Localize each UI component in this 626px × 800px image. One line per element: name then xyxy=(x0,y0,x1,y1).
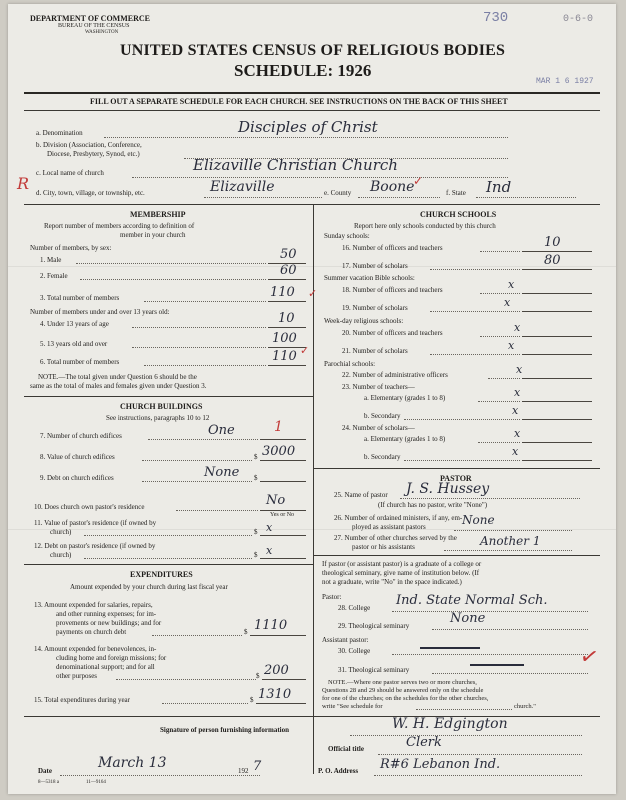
q18-value: x xyxy=(508,278,515,291)
q2-value: 60 xyxy=(280,263,297,278)
q7-value: One xyxy=(208,423,235,438)
q7-label: 7. Number of church edifices xyxy=(40,432,122,440)
q27-value: Another 1 xyxy=(480,534,541,548)
q16-label: 16. Number of officers and teachers xyxy=(342,244,443,252)
pastor-note-1: NOTE.—Where one pastor serves two or more churches, xyxy=(328,679,477,686)
year-prefix: 192 xyxy=(238,767,249,775)
q3-check-mark: ✓ xyxy=(308,288,318,300)
membership-intro-1: Report number of members according to definition of xyxy=(44,222,195,230)
q20-label: 20. Number of officers and teachers xyxy=(342,329,443,337)
buildings-sub: See instructions, paragraphs 10 to 12 xyxy=(106,414,210,422)
graduate-instruction-1: If pastor (or assistant pastor) is a graduate of a college or xyxy=(322,560,482,568)
q25-value: J. S. Hussey xyxy=(406,481,490,497)
q12-label-1: 12. Debt on pastor's residence (if owned by xyxy=(34,542,156,550)
q17-value: 80 xyxy=(544,253,561,268)
q1-label: 1. Male xyxy=(40,256,62,264)
q28-label: 28. College xyxy=(338,604,371,612)
q10-value: No xyxy=(266,493,286,508)
q23-label: 23. Number of teachers— xyxy=(342,383,415,391)
q8-label: 8. Value of church edifices xyxy=(40,453,115,461)
pastor-note-3: for one of the churches; on the schedules for the other churches, xyxy=(322,695,489,702)
q14-label-3: denominational support; and for all xyxy=(56,663,155,671)
pastor-heading: PASTOR xyxy=(440,474,472,483)
q26-label-2: ployed as assistant pastors xyxy=(352,523,426,531)
q16-value: 10 xyxy=(544,235,561,250)
q22-value: x xyxy=(516,363,523,376)
year-digit: 7 xyxy=(253,759,262,774)
q14-label-4: other purposes xyxy=(56,672,98,680)
q3-label: 3. Total number of members xyxy=(40,294,120,302)
q26-value: None xyxy=(462,513,495,527)
q1-value: 50 xyxy=(280,247,297,262)
q2-label: 2. Female xyxy=(40,272,68,280)
q21-label: 21. Number of scholars xyxy=(342,347,408,355)
schools-heading: CHURCH SCHOOLS xyxy=(420,210,497,219)
q30-label: 30. College xyxy=(338,647,371,655)
form-title: UNITED STATES CENSUS OF RELIGIOUS BODIES xyxy=(120,42,506,59)
q24a-value: x xyxy=(514,427,521,440)
city-field-value: Elizaville xyxy=(210,179,275,195)
q24a-label: a. Elementary (grades 1 to 8) xyxy=(364,435,446,443)
official-title-label: Official title xyxy=(328,745,364,753)
division-label: b. Division (Association, Conference, xyxy=(36,141,142,149)
membership-heading: MEMBERSHIP xyxy=(130,210,186,219)
bureau-label: BUREAU OF THE CENSUS xyxy=(58,23,130,29)
church-name-value: Elizaville Christian Church xyxy=(193,156,398,174)
church-name-label: c. Local name of church xyxy=(36,169,104,177)
q14-label-1: 14. Amount expended for benevolences, in- xyxy=(34,645,157,653)
q9-dollar: $ xyxy=(254,474,258,482)
date-value: March 13 xyxy=(98,755,167,771)
signature-label: Signature of person furnishing information xyxy=(160,726,289,734)
q6-value: 110 xyxy=(272,349,297,364)
q24b-value: x xyxy=(512,445,519,458)
sunday-schools-label: Sunday schools: xyxy=(324,232,370,240)
review-check-mark: ✓ xyxy=(577,642,601,671)
q31-label: 31. Theological seminary xyxy=(338,666,410,674)
margin-mark: R xyxy=(17,174,30,193)
summer-schools-label: Summer vacation Bible schools: xyxy=(324,274,415,282)
q7-value-numeric: 1 xyxy=(274,419,283,435)
county-label: e. County xyxy=(324,189,352,197)
q25-label: 25. Name of pastor xyxy=(334,491,388,499)
membership-note-2: same as the total of males and females given under Question 3. xyxy=(30,382,207,390)
official-title-value: Clerk xyxy=(406,735,442,750)
q15-label: 15. Total expenditures during year xyxy=(34,696,130,704)
q9-label: 9. Debt on church edifices xyxy=(40,474,114,482)
q17-label: 17. Number of scholars xyxy=(342,262,408,270)
q11-dollar: $ xyxy=(254,528,258,536)
membership-intro-2: member in your church xyxy=(120,231,186,239)
q29-label: 29. Theological seminary xyxy=(338,622,410,630)
schedule-title: SCHEDULE: 1926 xyxy=(234,61,372,80)
q9-value: None xyxy=(204,465,240,480)
q4-label: 4. Under 13 years of age xyxy=(40,320,109,328)
pastor-note-4: write "See schedule for xyxy=(322,703,383,710)
q26-label-1: 26. Number of ordained ministers, if any, em- xyxy=(334,514,463,522)
q19-value: x xyxy=(504,296,511,309)
q18-label: 18. Number of officers and teachers xyxy=(342,286,443,294)
q21-value: x xyxy=(508,339,515,352)
denomination-label: a. Denomination xyxy=(36,129,83,137)
po-address-label: P. O. Address xyxy=(318,767,359,775)
pastor-subhead: Pastor: xyxy=(322,593,342,601)
q22-label: 22. Number of administrative officers xyxy=(342,371,448,379)
date-label: Date xyxy=(38,767,52,775)
received-date-stamp: MAR 1 6 1927 xyxy=(536,77,594,86)
q14-label-2: cluding home and foreign missions; for xyxy=(56,654,167,662)
age-heading: Number of members under and over 13 years old: xyxy=(30,308,170,316)
q23a-label: a. Elementary (grades 1 to 8) xyxy=(364,394,446,402)
q28-value: Ind. State Normal Sch. xyxy=(396,593,548,608)
q11-value: x xyxy=(266,521,273,534)
q29-value: None xyxy=(450,611,486,626)
q12-value: x xyxy=(266,544,273,557)
by-sex-label: Number of members, by sex: xyxy=(30,244,112,252)
county-value: Boone xyxy=(370,179,415,195)
city-field-label: d. City, town, village, or township, etc. xyxy=(36,189,145,197)
po-address-value: R#6 Lebanon Ind. xyxy=(380,757,501,772)
q12-dollar: $ xyxy=(254,551,258,559)
q27-label-2: pastor or his assistants xyxy=(352,543,415,551)
q6-check-mark: ✓ xyxy=(300,345,310,357)
instruction-line: FILL OUT A SEPARATE SCHEDULE FOR EACH CHURCH. SEE INSTRUCTIONS ON THE BACK OF THIS SHEET xyxy=(90,97,508,106)
q8-value: 3000 xyxy=(262,444,296,459)
q15-dollar: $ xyxy=(250,696,254,704)
q14-dollar: $ xyxy=(256,672,260,680)
q27-label-1: 27. Number of other churches served by the xyxy=(334,534,457,542)
signature-value: W. H. Edgington xyxy=(392,716,508,732)
graduate-instruction-2: theological seminary, give name of institution below. (If xyxy=(322,569,480,577)
schools-sub: Report here only schools conducted by this church xyxy=(354,222,496,230)
q6-label: 6. Total number of members xyxy=(40,358,120,366)
city-label: WASHINGTON xyxy=(85,30,119,35)
expenditures-sub: Amount expended by your church during last fiscal year xyxy=(70,583,228,591)
q11-label-1: 11. Value of pastor's residence (if owned by xyxy=(34,519,157,527)
q24-label: 24. Number of scholars— xyxy=(342,424,415,432)
q23b-value: x xyxy=(512,404,519,417)
q24b-label: b. Secondary xyxy=(364,453,401,461)
county-check-mark: ✓ xyxy=(413,174,424,188)
q13-dollar: $ xyxy=(244,628,248,636)
q23a-value: x xyxy=(514,386,521,399)
q12-label-2: church) xyxy=(50,551,72,559)
state-label: f. State xyxy=(446,189,466,197)
denomination-value: Disciples of Christ xyxy=(238,118,378,136)
pastor-note-5: church." xyxy=(514,703,536,710)
q19-label: 19. Number of scholars xyxy=(342,304,408,312)
q14-value: 200 xyxy=(264,663,289,678)
q13-label-4: payments on church debt xyxy=(56,628,127,636)
form-code-2: 11—9164 xyxy=(86,780,106,785)
state-value: Ind xyxy=(486,178,512,196)
parochial-schools-label: Parochial schools: xyxy=(324,360,376,368)
form-code-1: 8—5318 a xyxy=(38,780,59,785)
q5-label: 5. 13 years old and over xyxy=(40,340,108,348)
form-code: 0-6-0 xyxy=(563,14,594,25)
census-schedule-sheet xyxy=(8,4,616,794)
form-number: 730 xyxy=(483,10,509,26)
q13-label-2: and other running expenses; for im- xyxy=(56,610,157,618)
q3-value: 110 xyxy=(270,285,295,300)
q4-value: 10 xyxy=(278,311,295,326)
buildings-heading: CHURCH BUILDINGS xyxy=(120,402,203,411)
assistant-pastor-subhead: Assistant pastor: xyxy=(322,636,369,644)
expenditures-heading: EXPENDITURES xyxy=(130,570,193,579)
membership-note-1: NOTE.—The total given under Question 6 should be the xyxy=(38,373,197,381)
q13-value: 1110 xyxy=(254,618,288,633)
q10-label: 10. Does church own pastor's residence xyxy=(34,503,145,511)
q11-label-2: church) xyxy=(50,528,72,536)
q13-label-1: 13. Amount expended for salaries, repairs, xyxy=(34,601,153,609)
q23b-label: b. Secondary xyxy=(364,412,401,420)
q25-hint: (If church has no pastor, write "None") xyxy=(378,501,488,509)
q15-value: 1310 xyxy=(258,687,292,702)
q13-label-3: provements or new buildings; and for xyxy=(56,619,162,627)
department-label: DEPARTMENT OF COMMERCE xyxy=(30,14,151,23)
graduate-instruction-3: not a graduate, write "No" in the space indicated.) xyxy=(322,578,462,586)
yes-or-no-hint: Yes or No xyxy=(270,512,295,518)
q8-dollar: $ xyxy=(254,453,258,461)
weekday-schools-label: Week-day religious schools: xyxy=(324,317,404,325)
q20-value: x xyxy=(514,321,521,334)
division-label-2: Diocese, Presbytery, Synod, etc.) xyxy=(47,150,140,158)
pastor-note-2: Questions 28 and 29 should be answered only on the schedule xyxy=(322,687,484,694)
q5-value: 100 xyxy=(272,331,297,346)
